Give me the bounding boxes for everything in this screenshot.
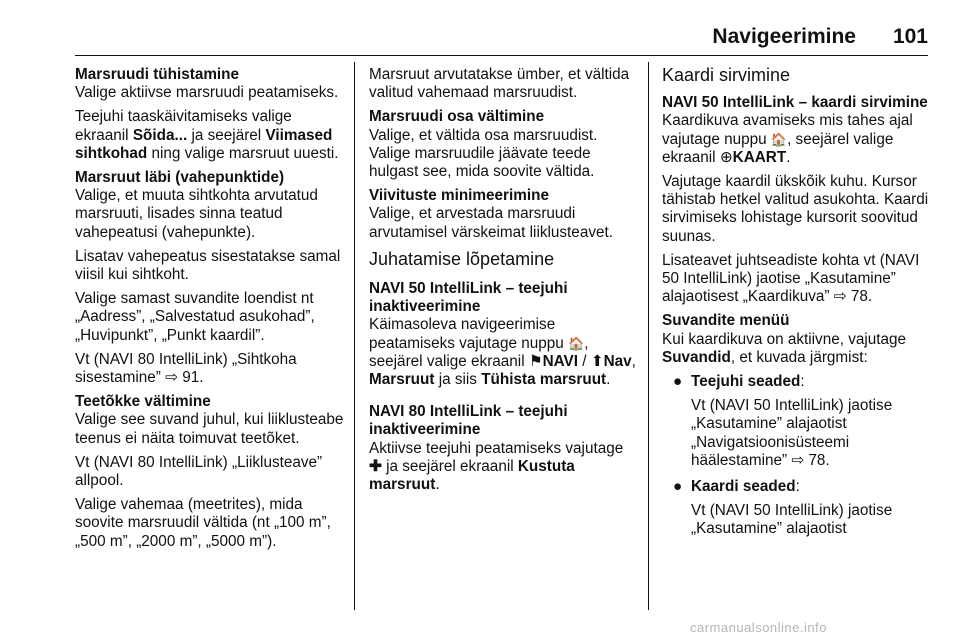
plus-icon: ✚ xyxy=(369,457,382,475)
paragraph: Teejuhi taaskäivitamiseks valige ekraanil Sõida... ja seejärel Viimased sihtkohad ning valige marsruut uuesti. xyxy=(75,108,339,162)
paragraph: Kui kaardikuva on aktiivne, vajutage Suvandid, et kuvada järgmist: xyxy=(662,330,907,366)
column-1 xyxy=(75,66,347,557)
column-divider-2 xyxy=(648,62,649,610)
heading-avoid-part: Marsruudi osa vältimine xyxy=(369,108,545,126)
section-title-end-guidance: Juhatamise lõpetamine xyxy=(369,248,555,269)
list-item-text: Vt (NAVI 50 IntelliLink) jaotise „Kasutamine” alajaotist xyxy=(691,502,893,538)
column-3 xyxy=(662,66,932,547)
paragraph: Valige, et arvestada marsruudi arvutamisel värskeimat liiklusteavet. xyxy=(369,205,613,241)
bullet-icon: ● xyxy=(673,478,683,496)
list-item: ● Kaardi seaded: Vt (NAVI 50 IntelliLink) jaotise „Kasutamine” alajaotist xyxy=(662,478,932,539)
paragraph: Valige, et muuta sihtkohta arvutatud marsruuti, lisades sinna teatud vahepeatusi (vahepunkte). xyxy=(75,187,318,241)
paragraph: Käimasoleva navigeerimise peatamiseks vajutage nuppu 🏠, seejärel valige ekraanil ⚑NAVI / ⬆Nav, Marsruut ja siis Tühista marsruut. xyxy=(369,316,636,389)
paragraph: Valige see suvand juhul, kui liiklusteabe teenus ei näita toimuvat teetõket. xyxy=(75,411,344,447)
bullet-icon: ● xyxy=(673,373,683,391)
paragraph: Valige, et vältida osa marsruudist. Valige marsruudile jäävate teede hulgast see, mida soovite vältida. xyxy=(369,126,598,181)
reference-arrow-icon: ⇨ xyxy=(165,369,178,387)
reference-arrow-icon: ⇨ xyxy=(791,451,805,469)
heading-cancel-route: Marsruudi tühistamine xyxy=(75,66,240,83)
flag-icon: ⚑ xyxy=(528,352,543,370)
heading-waypoints: Marsruut läbi (vahepunktide) xyxy=(75,169,285,187)
reference-arrow-icon: ⇨ xyxy=(833,288,847,306)
heading-navi50-deactivate: NAVI 50 IntelliLink – teejuhi inaktiveerimine xyxy=(369,280,568,316)
home-icon: 🏠 xyxy=(770,131,788,147)
paragraph: Vt (NAVI 80 IntelliLink) „Sihtkoha sisestamine” ⇨ 91. xyxy=(75,350,297,387)
heading-navi80-deactivate: NAVI 80 IntelliLink – teejuhi inaktiveerimine xyxy=(369,403,568,439)
list-item: ● Teejuhi seaded: Vt (NAVI 50 IntelliLink) jaotise „Kasutamine” alajaotist „Navigatsioonisüsteemi häälestamine” ⇨ 78. xyxy=(662,373,932,470)
column-2 xyxy=(369,66,639,500)
paragraph: Aktiivse teejuhi peatamiseks vajutage ✚ ja seejärel ekraanil Kustuta marsruut. xyxy=(369,439,624,494)
section-title-map-browse: Kaardi sirvimine xyxy=(662,65,791,85)
page-number: 101 xyxy=(892,25,928,48)
header-rule xyxy=(75,55,928,56)
paragraph: Valige vahemaa (meetrites), mida soovite marsruudil vältida (nt „100 m”, „500 m”, „2000 m”, „5000 m”). xyxy=(75,496,331,550)
heading-minimize-delays: Viivituste minimeerimine xyxy=(369,187,549,205)
paragraph: Lisatav vahepeatus sisestatakse samal viisil kui sihtkoht. xyxy=(75,247,341,284)
heading-options-menu: Suvandite menüü xyxy=(662,312,790,330)
paragraph: Valige aktiivse marsruudi peatamiseks. xyxy=(75,84,339,102)
paragraph: Vt (NAVI 80 IntelliLink) „Liiklusteave” allpool. xyxy=(75,453,323,490)
up-arrow-icon: ⬆ xyxy=(590,352,604,370)
paragraph: Marsruut arvutatakse ümber, et vältida valitud vahemaad marsruudist. xyxy=(369,66,630,102)
column-divider-1 xyxy=(354,62,355,610)
paragraph: Kaardikuva avamiseks mis tahes ajal vajutage nuppu 🏠, seejärel valige ekraanil ⊕KAART. xyxy=(662,112,913,166)
list-item-text: Vt (NAVI 50 IntelliLink) jaotise „Kasutamine” alajaotist „Navigatsioonisüsteemi häälestamine” ⇨ 78. xyxy=(691,397,893,469)
options-list xyxy=(662,373,932,539)
page-header xyxy=(0,0,960,58)
paragraph: Lisateavet juhtseadiste kohta vt (NAVI 50 IntelliLink) jaotise „Kasutamine” alajaotisest „Kaardikuva” ⇨ 78. xyxy=(662,251,920,306)
heading-navi50-map: NAVI 50 IntelliLink – kaardi sirvimine xyxy=(662,94,928,112)
heading-avoid-roadblock: Teetõkke vältimine xyxy=(75,393,211,411)
paragraph: Vajutage kaardil ükskõik kuhu. Kursor tähistab hetkel valitud asukohta. Kaardi sirvimiseks lohistage kursorit soovitud suunas. xyxy=(662,173,929,245)
watermark: carmanualsonline.info xyxy=(690,620,827,635)
home-icon: 🏠 xyxy=(568,335,585,351)
chapter-title: Navigeerimine xyxy=(712,25,856,48)
crosshair-icon: ⊕ xyxy=(719,148,733,166)
paragraph: Valige samast suvandite loendist nt „Aadress”, „Salvestatud asukohad”, „Huvipunkt”, „Punkt kaardil”. xyxy=(75,290,315,344)
